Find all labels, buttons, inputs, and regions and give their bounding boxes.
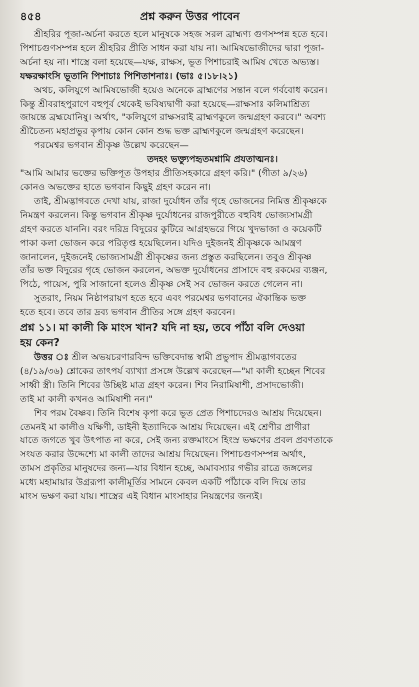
paragraph-line: পিশাচগুণসম্পন্ন হলে শ্রীহরির প্রীতি সাধন করা যায় না। আমিষভোজীদের দ্বারা পূজা- <box>20 42 325 54</box>
paragraph-line: পরমেশ্বর ভগবান শ্রীকৃষ্ণ উল্লেখ করেছেন— <box>34 140 189 152</box>
paragraph-line: কিন্তু শ্রীবরাহপুরাণে বহুপূর্ব থেকেই ভবিষ্যদ্বাণী করা হয়েছে—রাক্ষসাঃ কলিমাশ্রিত্য <box>20 98 310 110</box>
answer-label: উত্তর ঃ <box>34 352 69 364</box>
answer-line: তেমনই মা কালীও যক্ষিণী, ডাইনী ইত্যাদিকে আশ্রয় দিয়েছেন। এই শ্রেণীর প্রাণীরা <box>20 421 310 433</box>
paragraph-line: জায়ন্তে ব্রহ্মযোনিষু। অর্থাৎ, "কলিযুগে রাক্ষসরাই ব্রাহ্মণকুলে জন্মগ্রহণ করবে।" অবশ্য <box>20 112 326 124</box>
answer-line: মধ্যে মহামায়ার উগ্ররূপা কালীমূর্তির সামনে কেবল একটি পাঁঠাকে বলি দিয়ে তার <box>20 477 306 489</box>
answer-text: শ্রীল অভয়চরণারবিন্দ ভক্তিবেদান্ত স্বামী প্রভুপাদ শ্রীমদ্ভাগবতের <box>71 352 297 364</box>
scripture-quote: তদহং ভক্ত্যুপহৃতমশ্নামি প্রযতাত্মনঃ। <box>147 154 278 166</box>
answer-line: যাতে জগতে খুব উৎপাত না করে, সেই জন্য রক্তমাংসে হিংস্র ভক্ষণের প্রবল প্রবণতাকে <box>20 435 333 447</box>
paragraph-line: নিমন্ত্রণ করলেন। কিন্তু ভগবান শ্রীকৃষ্ণ দুর্যোধনের রাজপুরীতে বহুবিধ ভোজ্যসামগ্রী <box>20 209 313 221</box>
answer-line: তাই মা কালী কখনও আমিষাশী নন।" <box>20 393 153 405</box>
scripture-quote: যক্ষরক্ষাংসি ভূতানি পিশাচাঃ পিশিতাশনাঃ। (ভাঃ ৫।১৮।২১) <box>20 70 238 82</box>
answer-first-line <box>20 351 405 365</box>
paragraph-line: কোনও অভক্তের হাতে ভগবান কিছুই গ্রহণ করেন না। <box>20 181 211 193</box>
paragraph-line: গ্রহণ করতে যাননি। বরং দরিদ্র বিদুরের কুটিরে আগ্রহভরে গিয়ে খুদভাজা ও কয়েকটি <box>20 223 322 235</box>
paragraph-line: শ্রীচৈতন্য মহাপ্রভুর কৃপায় কোন কোন শুদ্ধ ভক্ত ব্রাহ্মণকুলে জন্মগ্রহণ করেছেন। <box>20 126 304 138</box>
answer-line: তামস প্রকৃতির মানুষদের জন্য—যার বিধান হচ্ছে, অমাবস্যার গভীর রাত্রে জঙ্গলের <box>20 463 313 475</box>
answer-line: মাংস ভক্ষণ করা যায়। শাস্ত্রের এই বিধান মাংসাহার নিয়ন্ত্রণের জন্যই। <box>20 491 263 503</box>
question-text: মা কালী কি মাংস খান? যদি না হয়, তবে পাঁঠা বলি দেওয়া <box>59 322 305 335</box>
paragraph-line: পিঠে, পায়েস, পুরি সাজানো হলেও শ্রীকৃষ্ণ সেই সব ভোজন করতে গেলেন না। <box>20 279 303 291</box>
question-label: প্রশ্ন ১১। <box>20 322 56 335</box>
page-number: ৪৫৪ <box>20 10 42 23</box>
paragraph-line: হতে হবে। তবে তার দ্রব্য ভগবান প্রীতির সঙ্গে গ্রহণ করবেন। <box>20 307 236 319</box>
paragraph-line: "আমি আমার ভক্তের ভক্তিপূত উপহার প্রীতিসহকারে গ্রহণ করি।" (গীতা ৯/২৬) <box>20 168 308 180</box>
answer-line: (৪/১৯/৩৬) শ্লোকের তাৎপর্য ব্যাখ্যা প্রসঙ্গে উল্লেখ করেছেন—"মা কালী হচ্ছেন শিবের <box>20 365 326 377</box>
answer-line: সাধ্বী স্ত্রী। তিনি শিবের উচ্ছিষ্ট মাত্র গ্রহণ করেন। শিব নিরামিষাশী, প্রসাদভোজী। <box>20 379 304 391</box>
paragraph-line: শ্রীহরির পূজা-অর্চনা করতে হলে মানুষকে সহজ সরল ব্রাহ্মণ্য গুণসম্পন্ন হতে হবে। <box>34 29 328 40</box>
paragraph-line: তাই, শ্রীমদ্ভাগবতে দেখা যায়, রাজা দুর্যোধন তাঁর গৃহে ভোজনের নিমিত্ত শ্রীকৃষ্ণকে <box>34 195 327 207</box>
paragraph-line: জানালেন, দুইজনেই ভোজ্যসামগ্রী শ্রীকৃষ্ণের জন্য প্রস্তুত করছিলেন। তবুও শ্রীকৃষ্ণ <box>20 251 312 263</box>
answer-line: শিব পরম বৈষ্ণব। তিনি বিশেষ কৃপা করে ভূত প্রেত পিশাচদেরও আশ্রয় দিয়েছেন। <box>34 407 322 419</box>
page-header <box>20 8 405 28</box>
answer-line: সংযত করার উদ্দেশ্যে মা কালী তাদের আশ্রয় দিয়েছেন। পিশাচগুণসম্পন্ন অর্থাৎ, <box>20 449 306 461</box>
page-body <box>20 28 405 504</box>
running-title: প্রশ্ন করুন উত্তর পাবেন <box>140 10 240 23</box>
question-text-continued: হয় কেন? <box>20 337 60 350</box>
question-heading <box>20 321 405 351</box>
paragraph-line: পাকা কলা ভোজন করে পরিতৃপ্ত হয়েছিলেন। যদিও দুইজনই শ্রীকৃষ্ণকে আমন্ত্রণ <box>20 237 302 249</box>
paragraph-line: অথচ, কলিযুগে আমিষভোজী হয়েও অনেকে ব্রাহ্মণের সন্তান বলে গর্ববোধ করেন। <box>34 84 328 96</box>
paragraph-line: অর্চনা হয় না। শাস্ত্রে বলা হয়েছে—যক্ষ, রাক্ষস, ভূত পিশাচরাই আমিষ খেতে অভ্যস্ত। <box>20 56 320 68</box>
paragraph-line: সুতরাং, নিয়ম নিষ্ঠাপরায়ণ হতে হবে এবং পরমেশ্বর ভগবানের ঐকান্তিক ভক্ত <box>34 293 307 305</box>
paragraph-line: তাঁর ভক্ত বিদুরের গৃহে ভোজন করলেন, অভক্ত দুর্যোধনের প্রাসাদে বহু রকমের ব্যঞ্জন, <box>20 265 328 277</box>
